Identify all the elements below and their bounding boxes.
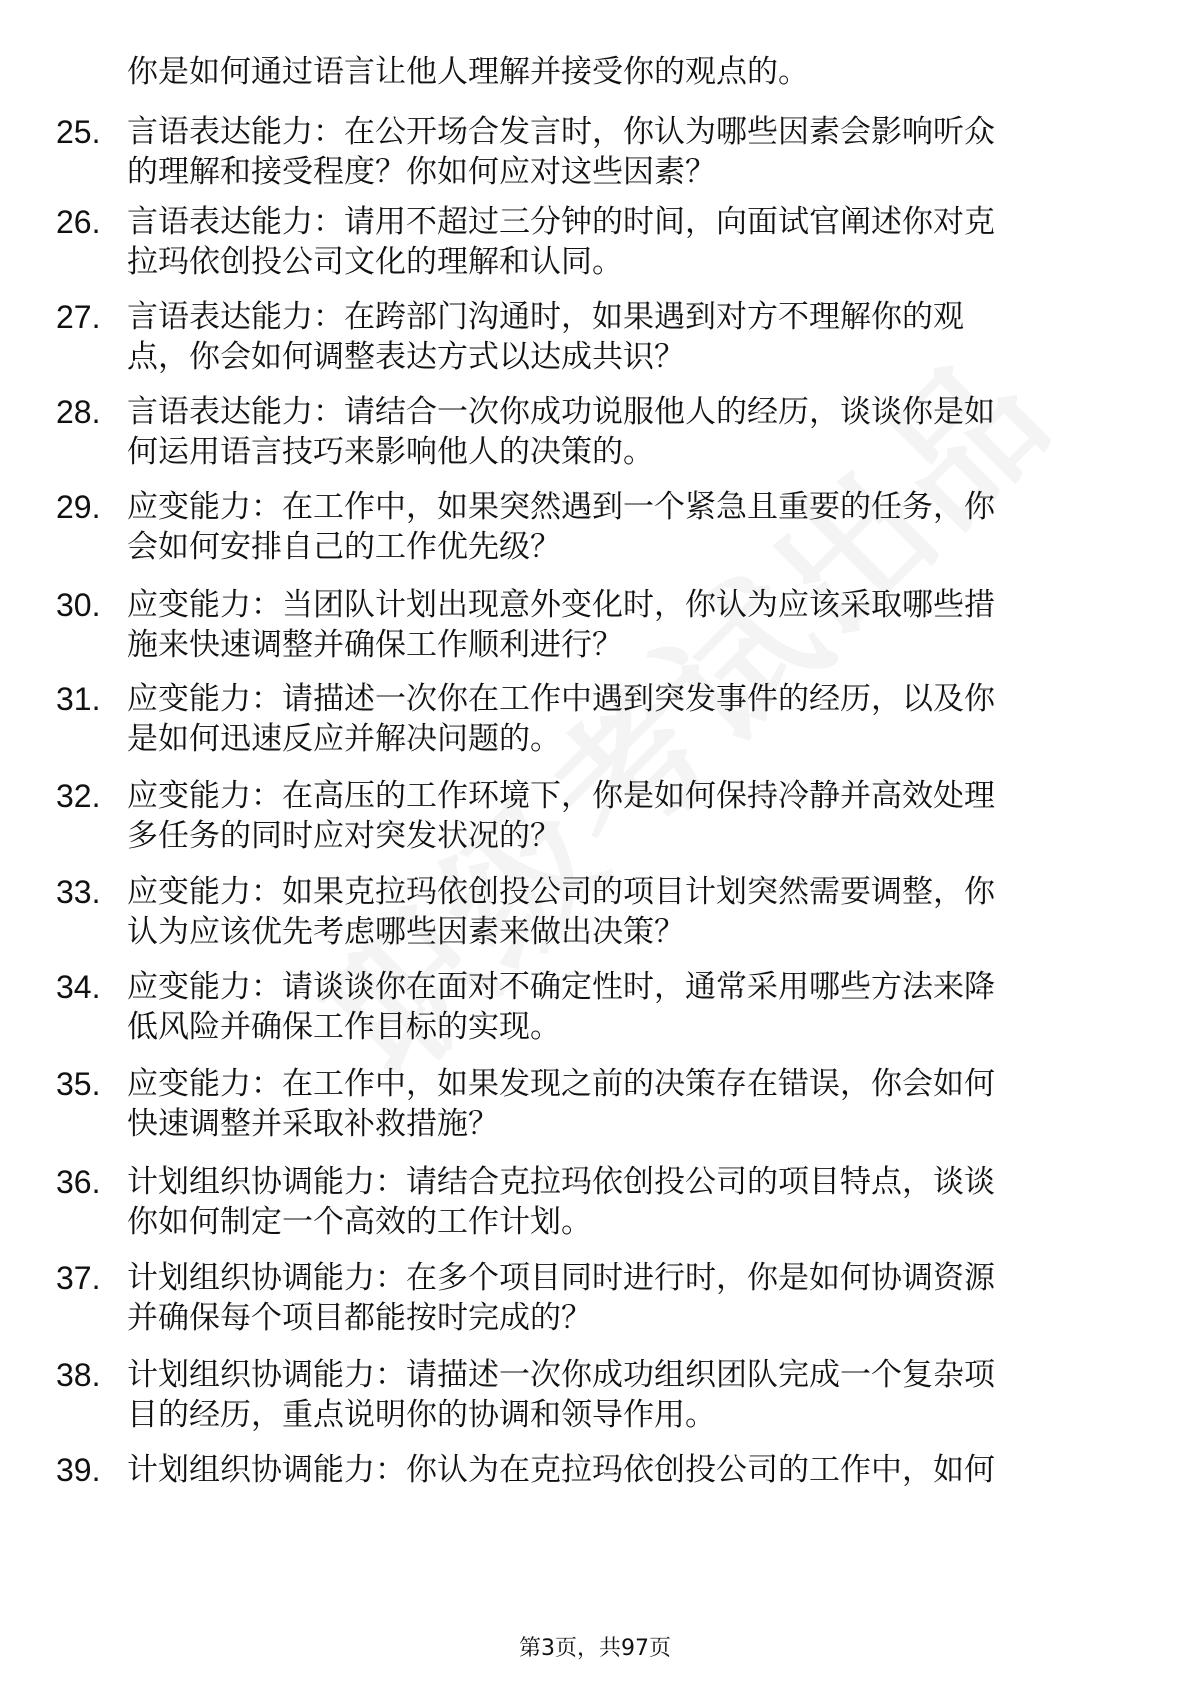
continued-text-line: 你是如何通过语言让他人理解并接受你的观点的。 xyxy=(127,54,809,90)
question-text-line-2: 点，你会如何调整表达方式以达成共识？ xyxy=(127,339,685,375)
question-text-line-2: 快速调整并采取补救措施？ xyxy=(127,1106,499,1142)
question-text-line-2: 是如何迅速反应并解决问题的。 xyxy=(127,721,561,757)
question-number: 33. xyxy=(56,874,101,910)
question-text-line-2: 的理解和接受程度？你如何应对这些因素？ xyxy=(127,154,716,190)
question-text-line-1: 计划组织协调能力：请描述一次你成功组织团队完成一个复杂项 xyxy=(127,1357,995,1393)
question-text-line-1: 言语表达能力：在公开场合发言时，你认为哪些因素会影响听众 xyxy=(127,114,995,150)
question-text-line-2: 认为应该优先考虑哪些因素来做出决策？ xyxy=(127,914,685,950)
question-number: 38. xyxy=(56,1357,101,1393)
question-text-line-1: 应变能力：请谈谈你在面对不确定性时，通常采用哪些方法来降 xyxy=(127,969,995,1005)
question-number: 34. xyxy=(56,969,101,1005)
question-text-line-2: 并确保每个项目都能按时完成的？ xyxy=(127,1300,592,1336)
question-number: 35. xyxy=(56,1066,101,1102)
question-text-line-2: 施来快速调整并确保工作顺利进行？ xyxy=(127,627,623,663)
question-text-line-1: 应变能力：在工作中，如果突然遇到一个紧急且重要的任务，你 xyxy=(127,489,995,525)
question-text-line-1: 言语表达能力：请用不超过三分钟的时间，向面试官阐述你对克 xyxy=(127,204,995,240)
question-number: 28. xyxy=(56,394,101,430)
page-number-footer: 第3页，共97页 xyxy=(519,1636,671,1661)
question-text-line-2: 拉玛依创投公司文化的理解和认同。 xyxy=(127,244,623,280)
question-text-line-2: 多任务的同时应对突发状况的？ xyxy=(127,818,561,854)
question-text-line-1: 言语表达能力：请结合一次你成功说服他人的经历，谈谈你是如 xyxy=(127,394,995,430)
question-number: 25. xyxy=(56,114,101,150)
question-text-line-1: 应变能力：当团队计划出现意外变化时，你认为应该采取哪些措 xyxy=(127,587,995,623)
question-text-line-2: 目的经历，重点说明你的协调和领导作用。 xyxy=(127,1397,716,1433)
question-text-line-2: 低风险并确保工作目标的实现。 xyxy=(127,1009,561,1045)
question-text-line-1: 应变能力：请描述一次你在工作中遇到突发事件的经历，以及你 xyxy=(127,681,995,717)
question-number: 37. xyxy=(56,1260,101,1296)
question-text-line-2: 你如何制定一个高效的工作计划。 xyxy=(127,1204,592,1240)
question-text-line-2: 会如何安排自己的工作优先级？ xyxy=(127,529,561,565)
question-number: 26. xyxy=(56,204,101,240)
question-text-line-1: 应变能力：在高压的工作环境下，你是如何保持冷静并高效处理 xyxy=(127,778,995,814)
question-number: 30. xyxy=(56,587,101,623)
question-number: 32. xyxy=(56,778,101,814)
question-number: 39. xyxy=(56,1452,101,1488)
question-text-line-1: 应变能力：在工作中，如果发现之前的决策存在错误，你会如何 xyxy=(127,1066,995,1102)
question-text-line-1: 应变能力：如果克拉玛依创投公司的项目计划突然需要调整，你 xyxy=(127,874,995,910)
question-text-line-1: 计划组织协调能力：你认为在克拉玛依创投公司的工作中，如何 xyxy=(127,1452,995,1488)
question-number: 36. xyxy=(56,1164,101,1200)
question-number: 31. xyxy=(56,681,101,717)
question-text-line-1: 计划组织协调能力：在多个项目同时进行时，你是如何协调资源 xyxy=(127,1260,995,1296)
question-text-line-1: 言语表达能力：在跨部门沟通时，如果遇到对方不理解你的观 xyxy=(127,299,964,335)
question-text-line-2: 何运用语言技巧来影响他人的决策的。 xyxy=(127,434,654,470)
question-number: 27. xyxy=(56,299,101,335)
question-text-line-1: 计划组织协调能力：请结合克拉玛依创投公司的项目特点，谈谈 xyxy=(127,1164,995,1200)
question-number: 29. xyxy=(56,489,101,525)
